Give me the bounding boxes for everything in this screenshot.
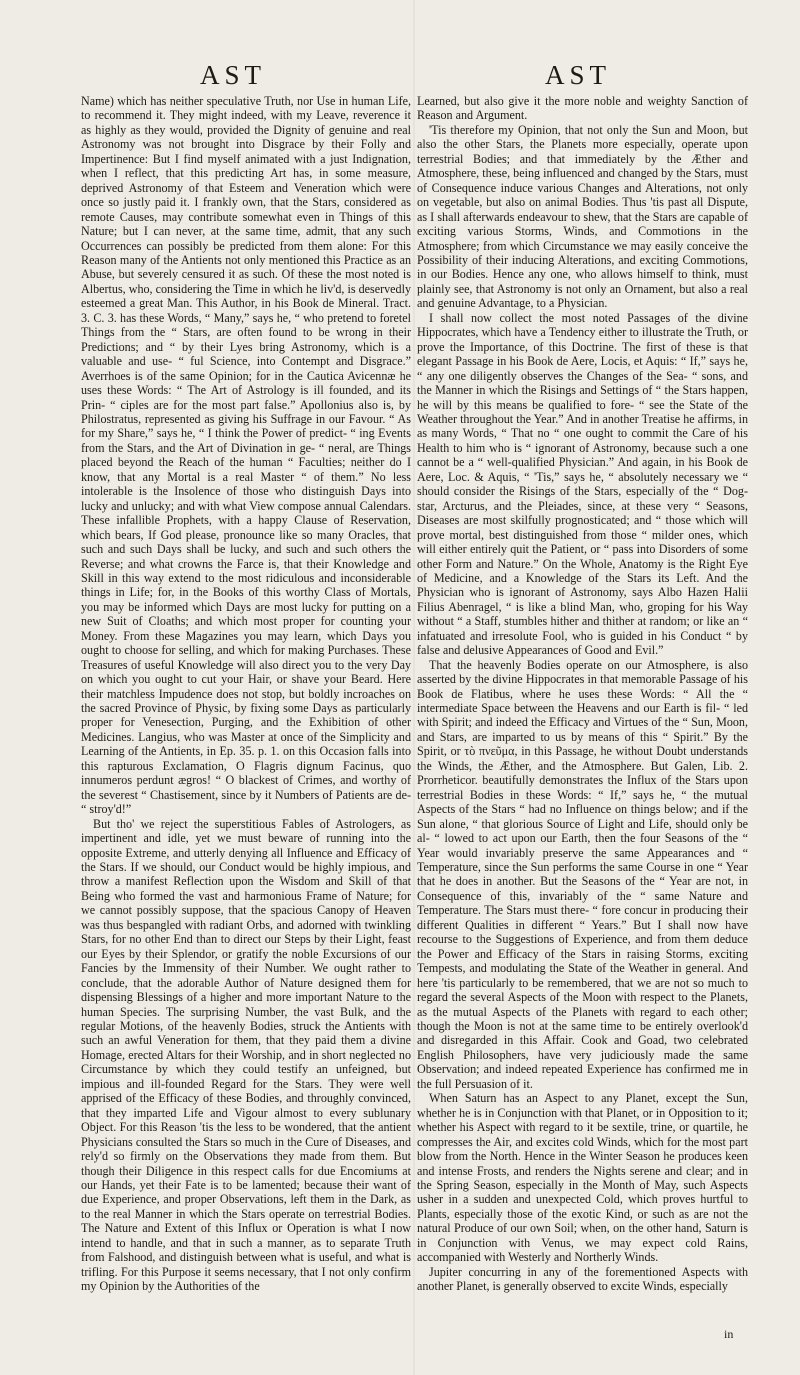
paragraph: Name) which has neither speculative Truth, nor Use in human Life, to recommend it. They might indeed, with my Leave, reverence it as highly as they would, provided the Dignity of genuine and real Astronomy was not brought into Disgrace by their Folly and Impertinence: But I find myself animated with a just Indignation, when I reflect, that this predicting Art has, in some measure, deprived Astronomy of that Esteem and Veneration which were once so justly paid it. I frankly own, that the Stars, considered as remote Causes, may contribute somewhat even in Things of this Nature; but I can never, at the same time, admit, that any such Occurrences can possibly be predicted from them alone: For this Reason many of the Antients not only mentioned this Practice as an Abuse, but severely censured it as such. Of these the most noted is Albertus, who, considering the Time in which he liv'd, is deservedly esteemed a great Man. This Author, in his Book de Mineral. Tract. 3. C. 3. has these Words, “ Many,” says he, “ who pretend to foretel Things from the “ Stars, are often found to be wrong in their Predictions; and “ by their Lyes bring Astronomy, which is a valuable and use- “ ful Science, into Contempt and Disgrace.” Averrhoes is of the same Opinion; for in the Cautica Avicennæ he uses these Words: “ The Art of Astrology is ill founded, and its Prin- “ ciples are for the most part false.” Apollonius also is, by Philostratus, represented as giving his Suffrage in our Favour. “ As for my Share,” says he, “ I think the Power of predict- “ ing Events from the Stars, and the Art of Divination in ge- “ neral, are Things placed beyond the Reach of the human “ Faculties; neither do I know, that any Mortal is a real Master “ of them.” No less intolerable is the Insolence of those who distinguish Days into lucky and unlucky; and with what View compose annual Calendars. These infallible Prophets, with a happy Clause of Reservation, which bears, If God please, pronounce like so many Oracles, that such and such Days shall be lucky, and such and such others the Reverse; and what crowns the Farce is, that their Knowledge and Skill in this way extend to the most ridiculous and inconsiderable things in Life; for, in the Books of this worthy Class of Mortals, you may be informed which Days are most lucky for putting on a new Suit of Cloaths; and which most proper for counting your Money. From these Magazines you may learn, which Days you ought to choose for selling, and which for making Purchases. These Treasures of useful Knowledge will also direct you to the very Day on which you ought to cut your Hair, or shave your Beard. Here their matchless Impudence does not stop, but boldly incroaches on the sacred Province of Physic, by fixing some Days as particularly proper for Venesection, Purging, and the Exhibition of other Medicines. Langius, who was Master at once of the Simplicity and Learning of the Antients, in Ep. 35. p. 1. on this Occasion falls into this rapturous Exclamation, O Flagris dignum Facinus, quo innumeros perdunt ægros! “ O blackest of Crimes, and worthy of the severest “ Chastisement, since by it Numbers of Patients are de- “ stroy'd!” [81,94,411,817]
paragraph: 'Tis therefore my Opinion, that not only the Sun and Moon, but also the other Stars, the Planets more especially, operate upon terrestrial Bodies; and that immediately by the Æther and Atmosphere, these, being influenced and changed by the Stars, must of Consequence induce various Changes and Alterations, not only on vegetable, but also on animal Bodies. Thus 'tis past all Dispute, as I shall afterwards endeavour to shew, that the Stars are capable of exciting various Storms, Winds, and Commotions in the Atmosphere; from which Circumstance we may easily conceive the Possibility of their inducing Alterations, and exciting Commotions, in our Bodies. Hence any one, who allows himself to think, must plainly see, that Astronomy is not only an Ornament, but also a real and genuine Advantage, to a Physician. [417,122,748,311]
page-fold [413,0,415,1375]
paragraph: When Saturn has an Aspect to any Planet, except the Sun, whether he is in Conjunction with that Planet, or in Opposition to it; whether his Aspect with regard to it be sextile, trine, or quartile, he compresses the Air, and excites cold Winds, which for the most part blow from the North. Hence in the Winter Season he produces keen and intense Frosts, and renders the Nights serene and clear; and in the Spring Season, especially in the Month of May, such Aspects usher in a sudden and unexpected Cold, which proves hurtful to Plants, especially those of the exotic Kind, or such as are not the natural Produce of our own Soil; when, on the other hand, Saturn is in Conjunction with Venus, we may expect cold Rains, accompanied with Westerly and Northerly Winds. [417,1091,748,1265]
running-head-right: AST [545,60,612,90]
paragraph: I shall now collect the most noted Passages of the divine Hippocrates, which have a Tendency either to illustrate the Truth, or prove the Importance, of this Doctrine. The first of these is that elegant Passage in his Book de Aere, Locis, et Aquis: “ If,” says he, “ any one diligently observes the Changes of the Sea- “ sons, and the Manner in which the Risings and Settings of “ the Stars happen, he will by this means be qualified to fore- “ see the State of the Weather throughout the Year.” And in another Treatise he affirms, in as many Words, “ That no “ one ought to commit the Care of his Health to him who is “ ignorant of Astronomy, because such a one cannot be a “ well-qualified Physician.” And again, in his Book de Aere, Loc. & Aquis, “ 'Tis,” says he, “ absolutely necessary we “ should consider the Risings of the Stars, especially of the “ Dog-star, Arcturus, and the Pleiades, since, at these very “ Seasons, Diseases are most skilfully prognosticated; and “ those which will prove mortal, best distinguished from those “ milder ones, which will either entirely quit the Patient, or “ pass into Disorders of some other Form and Nature.” On the Whole, Anatomy is the Right Eye of Medicine, and a Knowledge of the Stars its Left. And the Physician who is ignorant of Astronomy, says Albo Hazen Halii Filius Abenragel, “ is like a blind Man, who, groping for his Way without “ a Staff, stumbles hither and thither at random; or like an “ infatuated and irresolute Fool, who is guided in his Conduct “ by false and delusive Appearances of Good and Evil.” [417,310,748,658]
paragraph: But tho' we reject the superstitious Fables of Astrologers, as impertinent and idle, yet we must beware of running into the opposite Extreme, and utterly denying all Influence and Efficacy of the Stars. If we should, our Conduct would be highly impious, and throw a manifest Reflection upon the Wisdom and Skill of that Being who formed the vast and harmonious Frame of Nature; for we cannot possibly suppose, that the spacious Canopy of Heaven was thus bespangled with radiant Orbs, and adorned with twinkling Stars, for no other End than to direct our Steps by their Light, feast our Eyes by their Splendor, or gratify the noble Excursions of our Fancies by the Immensity of their Number. We ought rather to conclude, that the adorable Author of Nature designed them for dispensing Blessings of a higher and more important Nature to the human Species. The surprising Number, the vast Bulk, and the regular Motions, of the heavenly Bodies, struck the Antients with such an awful Veneration for them, that they paid them a divine Homage, erected Altars for their Worship, and in short neglected no Circumstance by which they could testify an unfeigned, but impious and ill-founded Regard for the Stars. They were well apprised of the Efficacy of these Bodies, and throughly convinced, that they imparted Life and Vigour almost to every sublunary Object. For this Reason 'tis the less to be wondered, that the antient Physicians consulted the Stars so much in the Cure of Diseases, and rely'd so firmly on the Observations they made from them. But though their Diligence in this respect calls for due Encomiums at our Hands, yet their Fate is to be lamented; because their want of due Experience, and proper Observations, left them in the Dark, as to the real Manner in which the Stars operate on terrestrial Bodies. The Nature and Extent of this Influx or Operation is what I now intend to handle, and that in such a manner, as to separate Truth from Falshood, and distinguish between what is useful, and what is trifling. For this Purpose it seems necessary, that I not only confirm my Opinion by the Authorities of the [81,816,411,1294]
running-head-left: AST [200,60,267,90]
paragraph: Learned, but also give it the more noble and weighty Sanction of Reason and Argument. [417,94,748,123]
paragraph: Jupiter concurring in any of the forementioned Aspects with another Planet, is generally observed to excite Winds, especially [417,1264,748,1294]
paragraph: That the heavenly Bodies operate on our Atmosphere, is also asserted by the divine Hippocrates in that memorable Passage of his Book de Flatibus, where he uses these Words: “ All the “ intermediate Space between the Heavens and our Earth is fil- “ led with Spirit; and indeed the Efficacy and Virtues of the “ Sun, Moon, and Stars, are imparted to us by means of this “ Spirit.” By the Spirit, or τὸ πνεῦμα, in this Passage, he without Doubt understands the Winds, the Æther, and the Atmosphere. But Galen, Lib. 2. Prorrheticor. beautifully demonstrates the Influx of the Stars upon terrestrial Bodies in these Words: “ If,” says he, “ the mutual Aspects of the Stars “ had no Influence on things below; and if the Sun alone, “ that glorious Source of Light and Life, should only be al- “ lowed to act upon our Earth, then the four Seasons of the “ Year would invariably preserve the same Appearances and “ Temperature, since the Sun performs the same Course in one “ Year that he does in another. But the Seasons of the “ Year are not, in Consequence of this, invariably of the “ same Nature and Temperature. The Stars must there- “ fore concur in producing their different Qualities in different “ Years.” But I shall now have recourse to the Suggestions of Experience, and from them deduce the Power and Efficacy of the Stars in raising Storms, exciting Tempests, and modulating the State of the Weather in general. And here 'tis particularly to be remembered, that we are not so much to regard the several Aspects of the Moon with respect to the Planets, as the mutual Aspects of the Planets with regard to each other; though the Moon is not at the same time to be entirely overlook'd and disregarded in this Affair. Cook and Goad, two celebrated English Philosophers, have very judiciously made the same Observation; and indeed repeated Experience has confirmed me in the full Persuasion of it. [417,657,748,1091]
catchword: in [724,1327,734,1341]
left-column [81,94,411,1329]
right-column [417,94,748,1329]
